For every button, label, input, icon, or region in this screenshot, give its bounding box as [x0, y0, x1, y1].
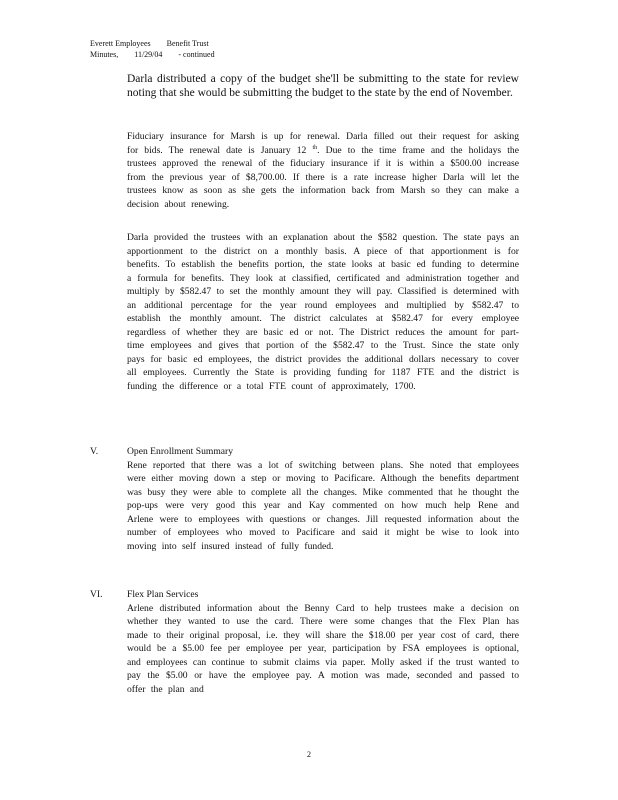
section-title: Flex Plan Services: [127, 589, 199, 600]
header-doc: Minutes,: [90, 50, 119, 59]
fiduciary-paragraph: [127, 130, 519, 211]
section-number: V.: [90, 446, 99, 457]
page-number: 2: [307, 750, 311, 759]
fiduciary-text-pre: Fiduciary insurance for Marsh is up for renewal. Darla filled out their request for asking for bids. The renewal date is January 12: [127, 131, 519, 156]
fiduciary-superscript: th: [312, 144, 318, 151]
explanation-paragraph: Darla provided the trustees with an explanation about the $582 question. The state pays an apportionment to the district on a monthly basis. A piece of that apportionment is for benefits. To establish the benefits portion, the state looks at basic ed funding to determine a formula for benefits. They look at classified, certificated and administration together and multiply by $582.47 to set the monthly amount they will pay. Classified is determined with an additional percentage for the year round employees and multiplied by $582.47 to establish the monthly amount. The district calculates at $582.47 for every employee regardless of whether they are basic ed or not. The District reduces the amount for part-time employees and gives that portion of the $582.47 to the Trust. Since the state only pays for basic ed employees, the district provides the additional dollars necessary to cover all employees. Currently the State is providing funding for 1187 FTE and the district is funding the difference or a total FTE count of approximately, 1700.: [127, 232, 519, 392]
fiduciary-text-post: . Due to the time frame and the holidays the trustees approved the renewal of the fiduciary insurance if it is within a $500.00 increase from the previous year of $8,700.00. If there is a rate increase higher Darla will let the trustees know as soon as she gets the information back from Marsh so they can make a decision about renewing.: [127, 144, 519, 210]
header-trust: Benefit Trust: [166, 39, 209, 48]
header-continued: - continued: [178, 50, 215, 59]
budget-paragraph: Darla distributed a copy of the budget she'll be submitting to the state for review noting that she would be submitting the budget to the state by the end of November.: [127, 73, 519, 99]
header-org: Everett Employees: [90, 39, 151, 48]
page-header: [90, 38, 229, 60]
section-body: Arlene distributed information about the Benny Card to help trustees make a decision on whether they wanted to use the card. There were some changes that the Flex Plan has made to their original proposal, i.e. they will share the $18.00 per year cost of card, there would be a $5.00 fee per employee per year, participation by FSA employees is optional, and employees can continue to submit claims via paper. Molly asked if the trust wanted to pay the $5.00 or have the employee pay. A motion was made, seconded and passed to offer the plan and: [127, 602, 519, 695]
section-body: Rene reported that there was a lot of switching between plans. She noted that employees were either moving down a step or moving to Pacificare. Although the benefits department was busy they were able to complete all the changes. Mike commented that he thought the pop-ups were very good this year and Kay commented on how much help Rene and Arlene were to employees with questions or changes. Jill requested information about the number of employees who moved to Pacificare and said it might be wise to look into moving into self insured instead of fully funded.: [127, 459, 519, 552]
section-number: VI.: [90, 589, 103, 600]
section-title: Open Enrollment Summary: [127, 446, 234, 457]
header-date: 11/29/04: [134, 50, 163, 59]
